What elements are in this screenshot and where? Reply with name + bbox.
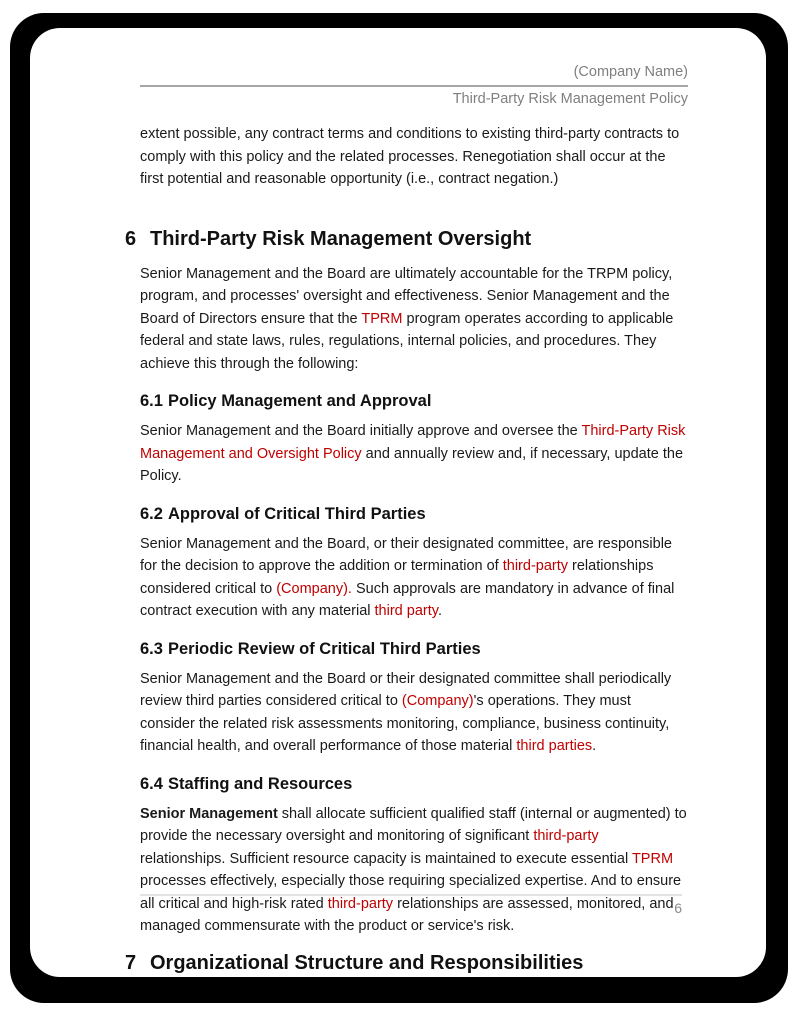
section-6-3-number: 6.3: [140, 639, 163, 658]
header-doc-title: Third-Party Risk Management Policy: [452, 91, 688, 107]
highlighted-term: third-party: [533, 828, 599, 844]
section-7-title: Organizational Structure and Responsibilities: [150, 951, 584, 974]
page-number: 6: [674, 900, 682, 916]
highlighted-term: TPRM: [361, 310, 403, 327]
section-6-3-paragraph: [140, 668, 688, 758]
section-6-number: 6: [125, 227, 137, 250]
intro-paragraph: extent possible, any contract terms and conditions to existing third-party contracts to comply with this policy and the related processes. Renegotiation shall occur at the first potential and reasonable opportunity (i.e., contract negation.): [140, 126, 680, 187]
section-6-4-paragraph: [140, 803, 688, 938]
highlighted-term: Third-Party Risk Management and Oversight Policy: [140, 423, 686, 462]
section-6-paragraph: [140, 263, 688, 376]
highlighted-term: third party: [374, 603, 438, 619]
section-6-3-title: Periodic Review of Critical Third Parties: [168, 639, 481, 658]
text-run: and annually review and, if necessary, update the Policy.: [140, 445, 684, 484]
section-6-1-paragraph: [140, 420, 688, 488]
text-run: processes effectively, especially those requiring specialized expertise. And to ensure all critical and high-risk rated: [140, 873, 682, 912]
section-6-4-number: 6.4: [140, 774, 163, 793]
bold-term: Senior Management: [140, 805, 278, 822]
text-run: Senior Management and the Board initially approve and oversee the: [140, 423, 582, 439]
text-run: .: [437, 603, 442, 619]
section-6-2-paragraph: [140, 533, 688, 623]
section-6-title: Third-Party Risk Management Oversight: [150, 227, 532, 250]
header-rule: [140, 85, 688, 87]
text-run: Such approvals are mandatory in advance of final contract execution with any material: [140, 580, 675, 619]
text-run: relationships. Sufficient resource capacity is maintained to execute essential: [140, 850, 632, 867]
section-6-heading: [125, 227, 688, 252]
text-run: shall allocate sufficient qualified staff (internal or augmented) to provide the necessary oversight and monitoring of significant: [140, 805, 687, 844]
section-6-1-title: Policy Management and Approval: [168, 392, 432, 410]
section-6-2-number: 6.2: [140, 504, 163, 523]
text-run: program operates according to applicable federal and state laws, rules, regulations, internal policies, and procedures. They achieve this through the following:: [140, 310, 674, 372]
section-6-1-number: 6.1: [140, 392, 163, 410]
text-run: relationships are assessed, monitored, and managed commensurate with the product or service's risk.: [140, 895, 674, 934]
section-6-4-title: Staffing and Resources: [168, 774, 353, 793]
section-6-2-heading: [140, 504, 688, 525]
page-content: [30, 28, 766, 976]
text-run: Senior Management and the Board are ultimately accountable for the TRPM policy, program, and processes' oversight and effectiveness. Senior Management and the Board of Directors ensure that the: [140, 265, 673, 327]
section-6-1-heading: [140, 391, 688, 412]
text-run: 's operations. They must consider the related risk assessments monitoring, compliance, business continuity, financial health, and overall performance of those material: [140, 693, 670, 754]
text-run: Senior Management and the Board or their designated committee shall periodically review third parties considered critical to: [140, 670, 672, 709]
highlighted-term: third-party: [502, 558, 569, 574]
section-7-number: 7: [125, 951, 137, 974]
section-7-heading: [125, 951, 688, 976]
page-footer: [140, 894, 682, 917]
highlighted-term: third-party: [327, 895, 394, 912]
highlighted-term: TPRM: [631, 850, 674, 867]
header-company-name: (Company Name): [573, 64, 688, 80]
footer-rule: [140, 894, 682, 896]
section-6-4-heading: [140, 774, 688, 795]
text-run: relationships considered critical to: [140, 558, 654, 597]
page-header: [140, 63, 688, 108]
text-run: .: [592, 738, 597, 754]
text-run: Senior Management and the Board, or their designated committee, are responsible for the decision to approve the addition or termination of: [140, 535, 672, 574]
section-6-2-title: Approval of Critical Third Parties: [168, 504, 426, 523]
highlighted-term: third parties: [516, 738, 593, 754]
section-6-3-heading: [140, 639, 688, 660]
document-page: [30, 28, 766, 977]
highlighted-term: (Company).: [276, 580, 352, 597]
highlighted-term: (Company): [401, 693, 474, 709]
